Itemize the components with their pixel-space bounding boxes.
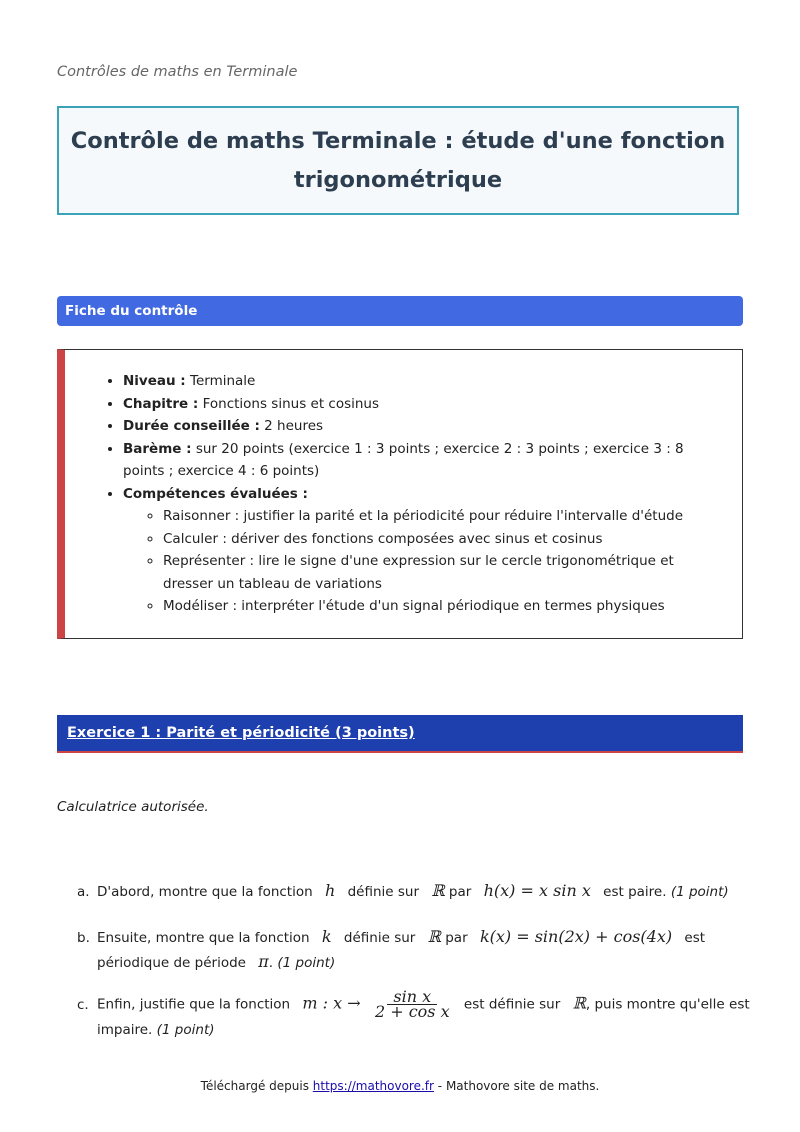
fiche-box [57,349,743,639]
list-item: ◦ Modéliser : interpréter l'étude d'un signal périodique en termes physiques [163,595,723,618]
list-item: • Barème : sur 20 points (exercice 1 : 3 points ; exercice 2 : 3 points ; exercice 3 : 8 points ; exercice 4 : 6 points) [123,438,723,483]
page-title: Contrôle de maths Terminale : étude d'une fonction trigonométrique [70,127,726,193]
footer: Téléchargé depuis https://mathovore.fr - Mathovore site de maths. [200,1079,600,1093]
list-item: ◦ Calculer : dériver des fonctions composées avec sinus et cosinus [163,528,723,551]
list-item: • Durée conseillée : 2 heures [123,415,723,438]
list-item: ◦ Représenter : lire le signe d'une expression sur le cercle trigonométrique et dresser un tableau de variations [163,550,723,595]
exercise-heading[interactable]: Exercice 1 : Parité et périodicité (3 points) [57,715,743,753]
list-item: • Chapitre : Fonctions sinus et cosinus [123,393,723,416]
calculator-note: Calculatrice autorisée. [57,799,209,815]
list-item: ◦ Raisonner : justifier la parité et la périodicité pour réduire l'intervalle d'étude [163,505,723,528]
mathovore-link[interactable]: https://mathovore.fr [312,1079,434,1093]
question-b: b. Ensuite, montre que la fonction k définie sur ℝ par k(x) = sin(2x) + cos(4x) est périodique de période π. (1 point) [77,927,706,971]
fiche-list [123,370,723,618]
competences-list [123,505,723,618]
question-c: c. Enfin, justifie que la fonction m : x → $\frac{\text{sin x}}{\text{2 + cos x}}$ est définie sur ℝ, puis montre qu'elle est impaire. (1 point) [77,987,750,1038]
breadcrumb: Contrôles de maths en Terminale [57,64,298,80]
list-item: • Compétences évaluées : ◦ Raisonner : justifier la parité et la périodicité pour réduire l'intervalle d'étude ◦ Calculer : dériver des fonctions composées avec sinus et cosinus ◦ Représenter : lire le signe d'une expression sur le cercle trigonométrique et dresser un tableau de variations ◦ Modéliser : interpréter l'étude d'un signal périodique en termes physiques [123,483,723,618]
title-box [57,106,739,215]
fraction: $\frac{\text{sin x}}{\text{2 + cos x}}$ [374,987,450,1021]
question-a: a. D'abord, montre que la fonction h définie sur ℝ par h(x) = x sin x est paire. (1 point) [77,881,729,900]
list-item: • Niveau : Terminale [123,370,723,393]
fiche-heading: Fiche du contrôle [57,296,743,326]
